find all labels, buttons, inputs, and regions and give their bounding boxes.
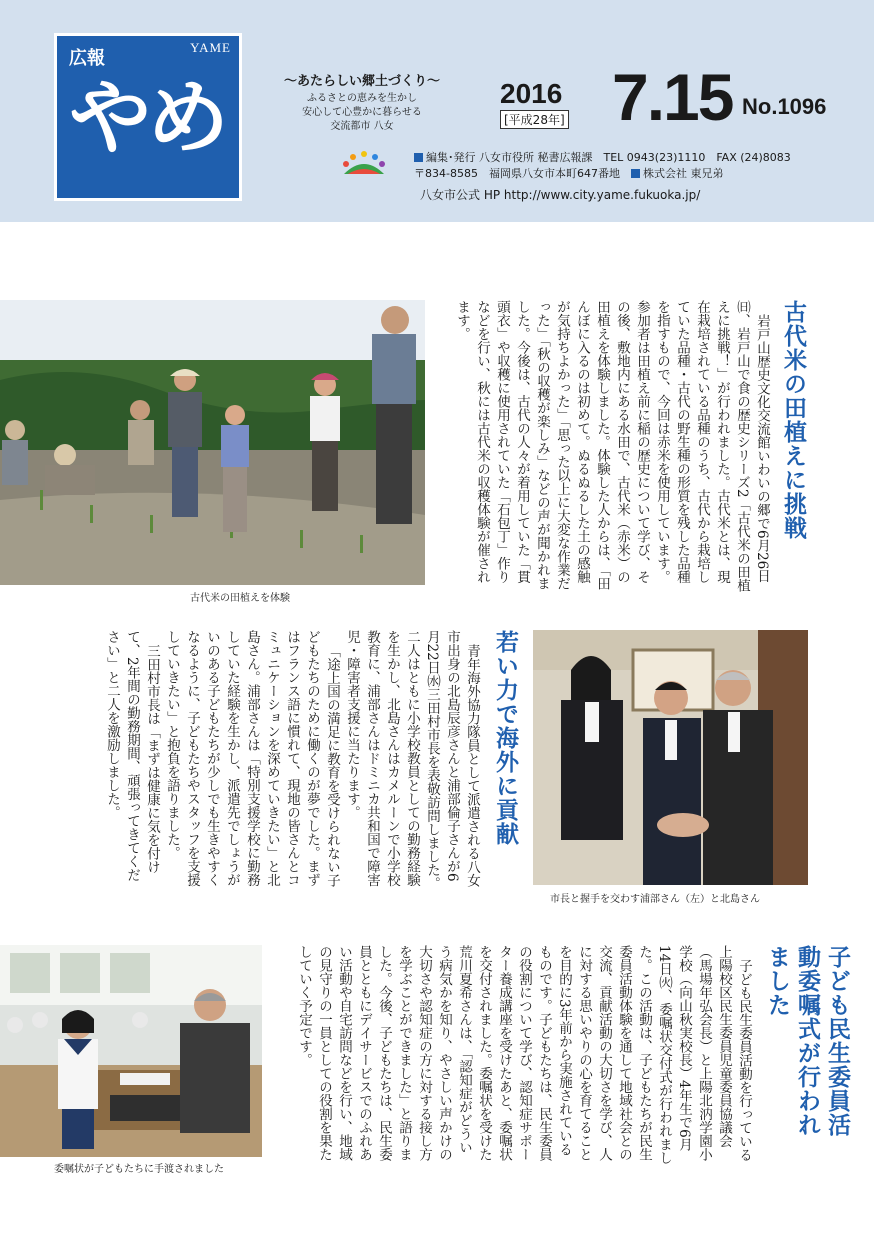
- koho-yame-logo: [54, 33, 242, 201]
- article-title: 子ども民生委員活動委嘱式が行われました: [764, 945, 850, 1137]
- tagline-line: 交流都市 八女: [330, 121, 394, 132]
- article-paragraph: 子ども民生委員活動を行っている上陽校区民生委員児童委員協議会（馬場年弘会長）と上陽北汭学園小学校（向山秋実校長）4年生で6月14日㈫、委嘱状交付式が行われました。この活動は、子どもたちが民生委員活動体験を通して地域社会との交流、貢献活動の大切さを学び、人に対する思いやりの心を育てることを目的に3年前から実施されているものです。子どもたちは、民生委員の役割について学び、認知症サポーター養成講座を受けたあと、委嘱状を交付されました。委嘱状を受けた荒川夏希さんは、「認知症がどういう病気かを知り、やさしい声かけの大切さや認知症の方に対する接し方を学ぶことができました」と語りました。今後、子どもたちは、民生委員とともにデイサービスでのふれあい活動や自宅訪問などを行い、地域の見守りの一員としての役割を果たしていく予定です。: [296, 945, 752, 1165]
- masthead: [0, 0, 874, 222]
- article-paragraph: 「途上国の満足に教育を受けられない子どもたちのために働くのが夢でした。まずはフランス語に慣れて、現地の皆さんとコミュニケーションを深めていきたい」と北島さん。浦部さんは「特別支援学校に勤務していた経験を生かし、派遣先でしょうがいのある子どもたちが少しでも生きやすくなるように、子どもたちやスタッフを支援していきたい」と抱負を語りました。: [164, 630, 340, 887]
- issue-year: 2016: [500, 78, 563, 109]
- issue-number: No.1096: [742, 94, 827, 119]
- tagline-line: 安心して心豊かに暮らせる: [302, 107, 422, 118]
- article-paragraph: 三田村市長は「まずは健康に気を付けて、2年間の勤務期間、頑張ってきてください」と二人を激励しました。: [104, 630, 160, 882]
- photo-caption: 委嘱状が子どもたちに手渡されました: [54, 1164, 224, 1175]
- tagline: [262, 92, 462, 134]
- article-body: [62, 630, 482, 892]
- printer: 株式会社 東兄弟: [642, 167, 724, 180]
- article-title: 若い力で海外に貢献: [492, 630, 518, 846]
- tagline-line: ふるさとの恵みを生かし: [307, 93, 417, 104]
- rice-planting-photo: [0, 300, 425, 585]
- photo-caption: 市長と握手を交わす浦部さん（左）と北島さん: [550, 894, 760, 905]
- issue-era: [平成28年]: [500, 110, 569, 129]
- logo-yame-text: やめ: [69, 71, 226, 166]
- slogan: ～あたらしい郷土づくり～: [283, 74, 440, 89]
- publisher-info: [414, 150, 791, 182]
- article-body: [272, 945, 754, 1165]
- commission-ceremony-photo: [0, 945, 262, 1157]
- bullet-square-icon: [414, 153, 423, 162]
- handshake-photo: [533, 630, 808, 885]
- article-paragraph: 岩戸山歴史文化交流館いわいの郷で6月26日㈰、岩戸山で食の歴史シリーズ2「古代米の田植えに挑戦！」が行われました。古代米とは、現在栽培されている品種のうち、古代から栽培していた品種・古代の野生種の形質を残した品種を指すもので、今回は赤米を使用しています。参加者は田植え前に稲の歴史について学び、その後、敷地内にある水田で、古代米（赤米）の田植えを体験しました。体験した人からは、「田んぼに入るのは初めて。ぬるぬるした土の感触が気持ちよかった」「思った以上に大変な作業だった」「秋の収穫が楽しみ」などの声が聞かれました。今後は、古代の人々が着用していた「貫頭衣」や収穫に使用されていた「石包丁」作りなどを行い、秋には古代米の収穫体験が催されます。: [454, 300, 770, 593]
- logo-yame-english: YAME: [190, 40, 231, 55]
- article-body: [440, 300, 772, 594]
- article-title: 古代米の田植えに挑戦: [780, 300, 806, 540]
- city-emblem-icon: [338, 150, 390, 176]
- photo-caption: 古代米の田植えを体験: [190, 593, 290, 604]
- article-paragraph: 青年海外協力隊員として派遣される八女市出身の北島辰彦さんと浦部倫子さんが6月22日㈬三田村市長を表敬訪問しました。二人はともに小学校教員としての勤務経験を生かし、北島さんはカメルーンで小学校教育に、浦部さんはドミニカ共和国で障害児・障害者支援に当たります。: [344, 630, 480, 891]
- homepage-url: 八女市公式 HP http://www.city.yame.fukuoka.jp/: [420, 188, 701, 202]
- issue-date: 7.15: [612, 60, 733, 134]
- bullet-square-icon: [631, 169, 640, 178]
- publisher-line: 編集･発行 八女市役所 秘書広報課 TEL 0943(23)1110 FAX (24)8083: [426, 151, 791, 164]
- address-line: 〒834-8585 福岡県八女市本町647番地: [414, 167, 620, 180]
- logo-koho-text: 広報: [69, 48, 105, 69]
